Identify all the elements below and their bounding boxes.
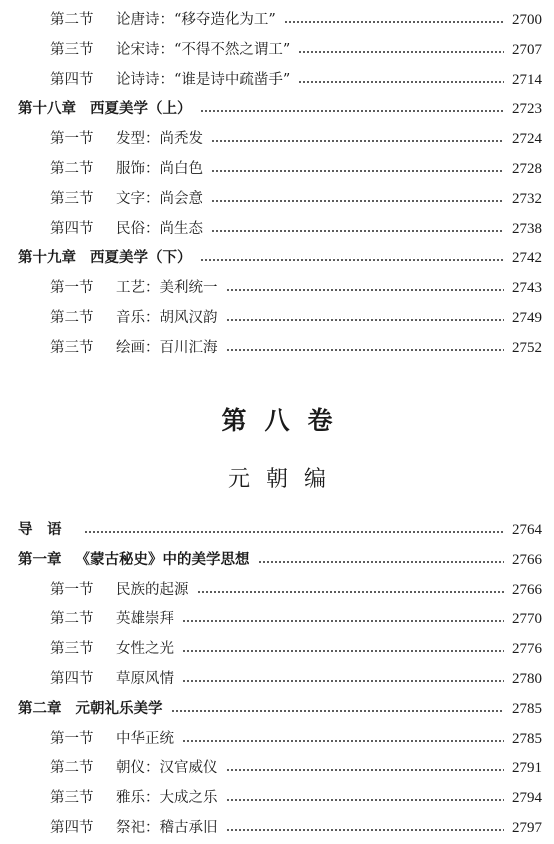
toc-entry-number: 第三节 bbox=[50, 339, 94, 356]
dot-leader bbox=[171, 710, 505, 712]
toc-entry-number: 第一章 bbox=[18, 551, 62, 568]
toc-entry-number: 第四节 bbox=[50, 220, 94, 237]
toc-entry-heading bbox=[50, 727, 174, 751]
toc-entry-page: 2797 bbox=[512, 820, 542, 836]
toc-chapter-entry[interactable] bbox=[0, 518, 554, 542]
toc-entry-title: 音乐：胡风汉韵 bbox=[116, 310, 218, 326]
toc-entry-heading bbox=[50, 816, 218, 840]
toc-chapter-entry[interactable] bbox=[0, 97, 554, 121]
toc-entry-page: 2764 bbox=[512, 522, 542, 538]
toc-entry-title: 女性之光 bbox=[116, 641, 174, 658]
toc-section-entry[interactable] bbox=[0, 157, 554, 181]
toc-entry-page: 2742 bbox=[512, 250, 542, 267]
toc-entry-heading bbox=[18, 246, 192, 270]
toc-section-entry[interactable] bbox=[0, 816, 554, 840]
dot-leader bbox=[226, 289, 505, 291]
toc-entry-number: 第三节 bbox=[50, 790, 94, 807]
toc-entry-page: 2724 bbox=[512, 131, 542, 148]
dot-leader bbox=[182, 620, 504, 622]
dot-leader bbox=[258, 561, 505, 563]
toc-entry-heading bbox=[50, 578, 189, 602]
dot-leader bbox=[211, 230, 504, 232]
dot-leader bbox=[284, 21, 504, 23]
toc-entry-number: 第三节 bbox=[50, 41, 94, 58]
dot-leader bbox=[182, 740, 504, 742]
dot-leader bbox=[226, 349, 505, 351]
toc-entry-number: 第一节 bbox=[50, 280, 94, 297]
toc-entry-title: 论唐诗：“移夺造化为工” bbox=[116, 12, 276, 28]
toc-entry-title: 文字：尚会意 bbox=[116, 190, 203, 207]
dot-leader bbox=[200, 259, 505, 261]
dot-leader bbox=[200, 110, 505, 112]
toc-entry-title: 论宋诗：“不得不然之谓工” bbox=[116, 41, 291, 58]
volume-title: 第八卷 bbox=[221, 406, 351, 435]
toc-entry-number: 第十八章 bbox=[18, 101, 76, 118]
toc-entry-heading bbox=[50, 786, 218, 810]
toc-entry-title: 中华正统 bbox=[116, 730, 174, 747]
toc-section-entry[interactable] bbox=[0, 127, 554, 151]
toc-entry-number: 第二节 bbox=[50, 760, 94, 777]
toc-section-entry[interactable] bbox=[0, 637, 554, 661]
toc-entry-heading bbox=[50, 68, 290, 92]
dot-leader bbox=[84, 531, 505, 533]
toc-entry-page: 2732 bbox=[512, 190, 542, 207]
toc-chapter-entry[interactable] bbox=[0, 548, 554, 572]
toc-entry-heading bbox=[18, 697, 163, 721]
toc-entry-number: 第一节 bbox=[50, 730, 94, 747]
toc-entry-page: 2780 bbox=[512, 671, 542, 687]
toc-entry-page: 2700 bbox=[512, 12, 542, 28]
toc-entry-page: 2791 bbox=[512, 760, 542, 777]
toc-entry-number: 第二节 bbox=[50, 161, 94, 177]
toc-entry-heading bbox=[50, 607, 174, 631]
toc-entry-number: 第一节 bbox=[50, 581, 94, 598]
toc-entry-number: 第二节 bbox=[50, 611, 94, 628]
toc-section-entry[interactable] bbox=[0, 8, 554, 32]
toc-entry-title: 工艺：美利统一 bbox=[116, 280, 218, 297]
toc-entry-title: 草原风情 bbox=[116, 671, 174, 687]
toc-entry-number: 第二章 bbox=[18, 700, 62, 717]
toc-entry-title: 民族的起源 bbox=[116, 581, 189, 598]
toc-entry-title: 西夏美学（下） bbox=[90, 250, 192, 267]
toc-entry-heading bbox=[18, 548, 250, 572]
toc-entry-title: 元朝礼乐美学 bbox=[75, 700, 163, 717]
toc-entry-number: 第二节 bbox=[50, 12, 94, 28]
toc-entry-page: 2707 bbox=[512, 41, 542, 58]
toc-section-entry[interactable] bbox=[0, 68, 554, 92]
toc-section-entry[interactable] bbox=[0, 727, 554, 751]
toc-entry-heading bbox=[50, 637, 174, 661]
toc-entry-page: 2785 bbox=[512, 700, 542, 717]
toc-entry-number: 第十九章 bbox=[18, 250, 76, 267]
toc-section-entry[interactable] bbox=[0, 336, 554, 360]
toc-section-entry[interactable] bbox=[0, 607, 554, 631]
dot-leader bbox=[211, 170, 504, 172]
toc-entry-page: 2766 bbox=[512, 581, 542, 598]
toc-entry-heading bbox=[50, 336, 218, 360]
toc-entry-heading bbox=[50, 157, 203, 181]
toc-entry-page: 2794 bbox=[512, 790, 542, 807]
toc-entry-heading bbox=[50, 756, 218, 780]
toc-entry-number: 第二节 bbox=[50, 310, 94, 326]
toc-entry-title: 英雄崇拜 bbox=[116, 611, 174, 628]
toc-chapter-entry[interactable] bbox=[0, 697, 554, 721]
toc-entry-title: 发型：尚秃发 bbox=[116, 131, 203, 148]
volume-subtitle: 元朝编 bbox=[227, 467, 342, 492]
toc-entry-page: 2728 bbox=[512, 161, 542, 177]
dot-leader bbox=[197, 591, 505, 593]
toc-entry-page: 2714 bbox=[512, 71, 542, 88]
toc-entry-number: 第四节 bbox=[50, 71, 94, 88]
dot-leader bbox=[182, 680, 504, 682]
dot-leader bbox=[226, 799, 505, 801]
toc-entry-page: 2785 bbox=[512, 730, 542, 747]
toc-entry-title: 民俗：尚生态 bbox=[116, 220, 203, 237]
toc-section-entry[interactable] bbox=[0, 578, 554, 602]
toc-entry-title: 《蒙古秘史》中的美学思想 bbox=[75, 551, 250, 568]
toc-entry-number: 第四节 bbox=[50, 820, 94, 836]
toc-section-entry[interactable] bbox=[0, 38, 554, 62]
toc-entry-heading bbox=[50, 217, 203, 241]
toc-section-entry[interactable] bbox=[0, 276, 554, 300]
dot-leader bbox=[226, 319, 505, 321]
toc-section-entry[interactable] bbox=[0, 786, 554, 810]
toc-entry-page: 2752 bbox=[512, 339, 542, 356]
toc-entry-heading bbox=[18, 97, 192, 121]
toc-entry-number: 第三节 bbox=[50, 190, 94, 207]
toc-entry-title: 服饰：尚白色 bbox=[116, 161, 203, 177]
dot-leader bbox=[226, 769, 505, 771]
toc-chapter-entry[interactable] bbox=[0, 246, 554, 270]
dot-leader bbox=[211, 200, 504, 202]
toc-entry-heading bbox=[50, 187, 203, 211]
toc-section-entry[interactable] bbox=[0, 306, 554, 330]
dot-leader bbox=[226, 829, 505, 831]
toc-entry-title: 绘画：百川汇海 bbox=[116, 339, 218, 356]
toc-entry-page: 2770 bbox=[512, 611, 542, 628]
dot-leader bbox=[182, 650, 504, 652]
toc-entry-page: 2743 bbox=[512, 280, 542, 297]
toc-entry-number: 导 语 bbox=[18, 522, 62, 538]
toc-section-entry[interactable] bbox=[0, 217, 554, 241]
toc-section-entry[interactable] bbox=[0, 187, 554, 211]
toc-entry-title: 朝仪：汉官威仪 bbox=[116, 760, 218, 777]
toc-entry-heading bbox=[50, 127, 203, 151]
toc-entry-page: 2776 bbox=[512, 641, 542, 658]
toc-entry-page: 2749 bbox=[512, 310, 542, 326]
toc-entry-title: 西夏美学（上） bbox=[90, 101, 192, 118]
toc-entry-heading bbox=[50, 276, 218, 300]
toc-entry-heading bbox=[50, 8, 276, 32]
dot-leader bbox=[211, 140, 504, 142]
toc-entry-heading bbox=[18, 518, 76, 542]
dot-leader bbox=[298, 51, 504, 53]
toc-entry-page: 2723 bbox=[512, 101, 542, 118]
toc-entry-heading bbox=[50, 667, 174, 691]
toc-entry-title: 论诗诗：“谁是诗中疏凿手” bbox=[116, 71, 291, 88]
toc-entry-heading bbox=[50, 306, 218, 330]
toc-section-entry[interactable] bbox=[0, 667, 554, 691]
toc-entry-heading bbox=[50, 38, 290, 62]
toc-entry-title: 雅乐：大成之乐 bbox=[116, 790, 218, 807]
dot-leader bbox=[298, 81, 504, 83]
toc-entry-page: 2766 bbox=[512, 551, 542, 568]
toc-entry-number: 第三节 bbox=[50, 641, 94, 658]
toc-entry-number: 第四节 bbox=[50, 671, 94, 687]
toc-entry-title: 祭祀：稽古承旧 bbox=[116, 820, 218, 836]
toc-entry-page: 2738 bbox=[512, 220, 542, 237]
toc-section-entry[interactable] bbox=[0, 756, 554, 780]
toc-entry-number: 第一节 bbox=[50, 131, 94, 148]
